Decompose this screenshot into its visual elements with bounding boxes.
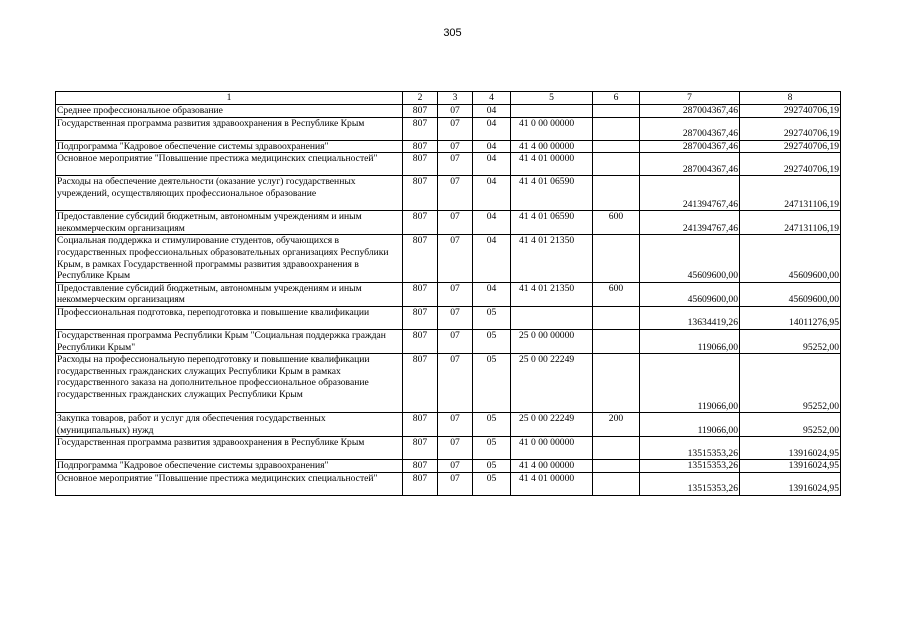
table-row [56,105,841,118]
row-section-code: 07 [438,153,473,176]
table-row [56,306,841,329]
row-subsection-code: 04 [473,176,511,211]
row-amount-year-1: 13634419,26 [640,306,740,329]
row-department-code: 807 [403,437,438,460]
table-body [56,105,841,496]
row-description: Расходы на обеспечение деятельности (оказание услуг) государственных учреждений, осуществляющих профессиональное образование [56,176,403,211]
row-description: Основное мероприятие "Повышение престижа медицинских специальностей" [56,153,403,176]
row-amount-year-2: 95252,00 [740,413,841,437]
header-col-3: 3 [438,92,473,105]
row-subsection-code: 04 [473,140,511,153]
row-expense-type [593,306,640,329]
row-description: Среднее профессиональное образование [56,105,403,118]
table-row [56,329,841,353]
row-expense-type [593,354,640,413]
row-expense-type [593,117,640,140]
row-description: Основное мероприятие "Повышение престижа медицинских специальностей" [56,472,403,495]
table-row [56,153,841,176]
table-row [56,437,841,460]
row-subsection-code: 04 [473,153,511,176]
header-col-1: 1 [56,92,403,105]
row-description: Предоставление субсидий бюджетным, автономным учреждениям и иным некоммерческим организациям [56,282,403,306]
budget-table [55,91,841,496]
row-section-code: 07 [438,306,473,329]
row-description: Расходы на профессиональную переподготовку и повышение квалификации государственных гражданских служащих Республики Крым в рамках государственного заказа на дополнительное профессиональное образование государственных гражданских служащих Республики Крым [56,354,403,413]
row-section-code: 07 [438,472,473,495]
row-subsection-code: 04 [473,211,511,235]
row-expense-type [593,329,640,353]
row-target-article: 41 4 01 06590 [511,176,593,211]
row-expense-type [593,472,640,495]
row-subsection-code: 04 [473,282,511,306]
row-expense-type [593,460,640,473]
row-expense-type: 600 [593,211,640,235]
header-col-4: 4 [473,92,511,105]
header-col-7: 7 [640,92,740,105]
row-subsection-code: 05 [473,306,511,329]
row-amount-year-1: 287004367,46 [640,140,740,153]
row-target-article: 41 4 01 21350 [511,282,593,306]
row-expense-type [593,105,640,118]
table-row [56,282,841,306]
row-description: Государственная программа развития здравоохранения в Республике Крым [56,117,403,140]
row-amount-year-2: 247131106,19 [740,176,841,211]
row-subsection-code: 05 [473,413,511,437]
row-department-code: 807 [403,176,438,211]
row-department-code: 807 [403,472,438,495]
row-amount-year-1: 119066,00 [640,354,740,413]
row-amount-year-1: 13515353,26 [640,472,740,495]
row-amount-year-1: 13515353,26 [640,437,740,460]
row-department-code: 807 [403,282,438,306]
row-section-code: 07 [438,282,473,306]
row-department-code: 807 [403,306,438,329]
row-section-code: 07 [438,140,473,153]
row-expense-type: 200 [593,413,640,437]
row-expense-type [593,140,640,153]
row-amount-year-1: 287004367,46 [640,117,740,140]
row-department-code: 807 [403,140,438,153]
row-amount-year-2: 292740706,19 [740,140,841,153]
row-section-code: 07 [438,176,473,211]
row-target-article: 25 0 00 00000 [511,329,593,353]
row-target-article: 41 4 00 00000 [511,460,593,473]
row-target-article [511,105,593,118]
row-section-code: 07 [438,117,473,140]
row-department-code: 807 [403,211,438,235]
row-expense-type [593,437,640,460]
row-target-article [511,306,593,329]
row-target-article: 41 0 00 00000 [511,437,593,460]
row-amount-year-1: 45609600,00 [640,282,740,306]
table-row [56,117,841,140]
row-amount-year-2: 14011276,95 [740,306,841,329]
row-description: Государственная программа развития здравоохранения в Республике Крым [56,437,403,460]
row-description: Подпрограмма "Кадровое обеспечение системы здравоохранения" [56,460,403,473]
row-subsection-code: 05 [473,329,511,353]
row-department-code: 807 [403,105,438,118]
page-number: 305 [443,27,462,39]
row-amount-year-1: 119066,00 [640,329,740,353]
row-amount-year-1: 13515353,26 [640,460,740,473]
row-description: Предоставление субсидий бюджетным, автономным учреждениям и иным некоммерческим организациям [56,211,403,235]
row-description: Государственная программа Республики Крым "Социальная поддержка граждан Республики Крым" [56,329,403,353]
row-department-code: 807 [403,354,438,413]
row-department-code: 807 [403,235,438,282]
table-row [56,235,841,282]
row-amount-year-2: 45609600,00 [740,282,841,306]
row-description: Закупка товаров, работ и услуг для обеспечения государственных (муниципальных) нужд [56,413,403,437]
row-amount-year-2: 13916024,95 [740,437,841,460]
row-amount-year-2: 95252,00 [740,329,841,353]
row-subsection-code: 05 [473,354,511,413]
row-amount-year-2: 13916024,95 [740,472,841,495]
row-expense-type: 600 [593,282,640,306]
row-amount-year-1: 287004367,46 [640,105,740,118]
table-row [56,413,841,437]
row-amount-year-1: 45609600,00 [640,235,740,282]
row-department-code: 807 [403,413,438,437]
row-amount-year-2: 292740706,19 [740,153,841,176]
row-subsection-code: 04 [473,105,511,118]
row-section-code: 07 [438,235,473,282]
row-amount-year-2: 247131106,19 [740,211,841,235]
row-description: Профессиональная подготовка, переподготовка и повышение квалификации [56,306,403,329]
row-target-article: 41 4 01 06590 [511,211,593,235]
row-target-article: 25 0 00 22249 [511,354,593,413]
row-section-code: 07 [438,211,473,235]
row-department-code: 807 [403,329,438,353]
row-target-article: 25 0 00 22249 [511,413,593,437]
row-amount-year-2: 292740706,19 [740,117,841,140]
row-subsection-code: 05 [473,437,511,460]
row-department-code: 807 [403,117,438,140]
row-amount-year-1: 241394767,46 [640,211,740,235]
row-department-code: 807 [403,460,438,473]
row-amount-year-2: 13916024,95 [740,460,841,473]
row-section-code: 07 [438,354,473,413]
row-subsection-code: 04 [473,235,511,282]
row-amount-year-2: 95252,00 [740,354,841,413]
row-target-article: 41 4 00 00000 [511,140,593,153]
header-col-2: 2 [403,92,438,105]
table-row [56,176,841,211]
row-target-article: 41 4 01 21350 [511,235,593,282]
row-section-code: 07 [438,413,473,437]
row-subsection-code: 04 [473,117,511,140]
row-expense-type [593,235,640,282]
row-subsection-code: 05 [473,472,511,495]
row-department-code: 807 [403,153,438,176]
table-row [56,354,841,413]
row-amount-year-2: 45609600,00 [740,235,841,282]
row-description: Подпрограмма "Кадровое обеспечение системы здравоохранения" [56,140,403,153]
header-col-8: 8 [740,92,841,105]
table-row [56,472,841,495]
row-section-code: 07 [438,437,473,460]
row-target-article: 41 4 01 00000 [511,472,593,495]
row-target-article: 41 4 01 00000 [511,153,593,176]
row-amount-year-1: 287004367,46 [640,153,740,176]
row-target-article: 41 0 00 00000 [511,117,593,140]
table-row [56,211,841,235]
row-amount-year-1: 241394767,46 [640,176,740,211]
row-subsection-code: 05 [473,460,511,473]
row-section-code: 07 [438,105,473,118]
header-col-6: 6 [593,92,640,105]
header-row [56,92,841,105]
row-section-code: 07 [438,460,473,473]
header-col-5: 5 [511,92,593,105]
row-amount-year-2: 292740706,19 [740,105,841,118]
row-section-code: 07 [438,329,473,353]
table-row [56,460,841,473]
row-expense-type [593,153,640,176]
table-row [56,140,841,153]
row-expense-type [593,176,640,211]
row-amount-year-1: 119066,00 [640,413,740,437]
row-description: Социальная поддержка и стимулирование студентов, обучающихся в государственных профессиональных образовательных организациях Республики Крым, в рамках Государственной программы развития здравоохранения в Республике Крым [56,235,403,282]
